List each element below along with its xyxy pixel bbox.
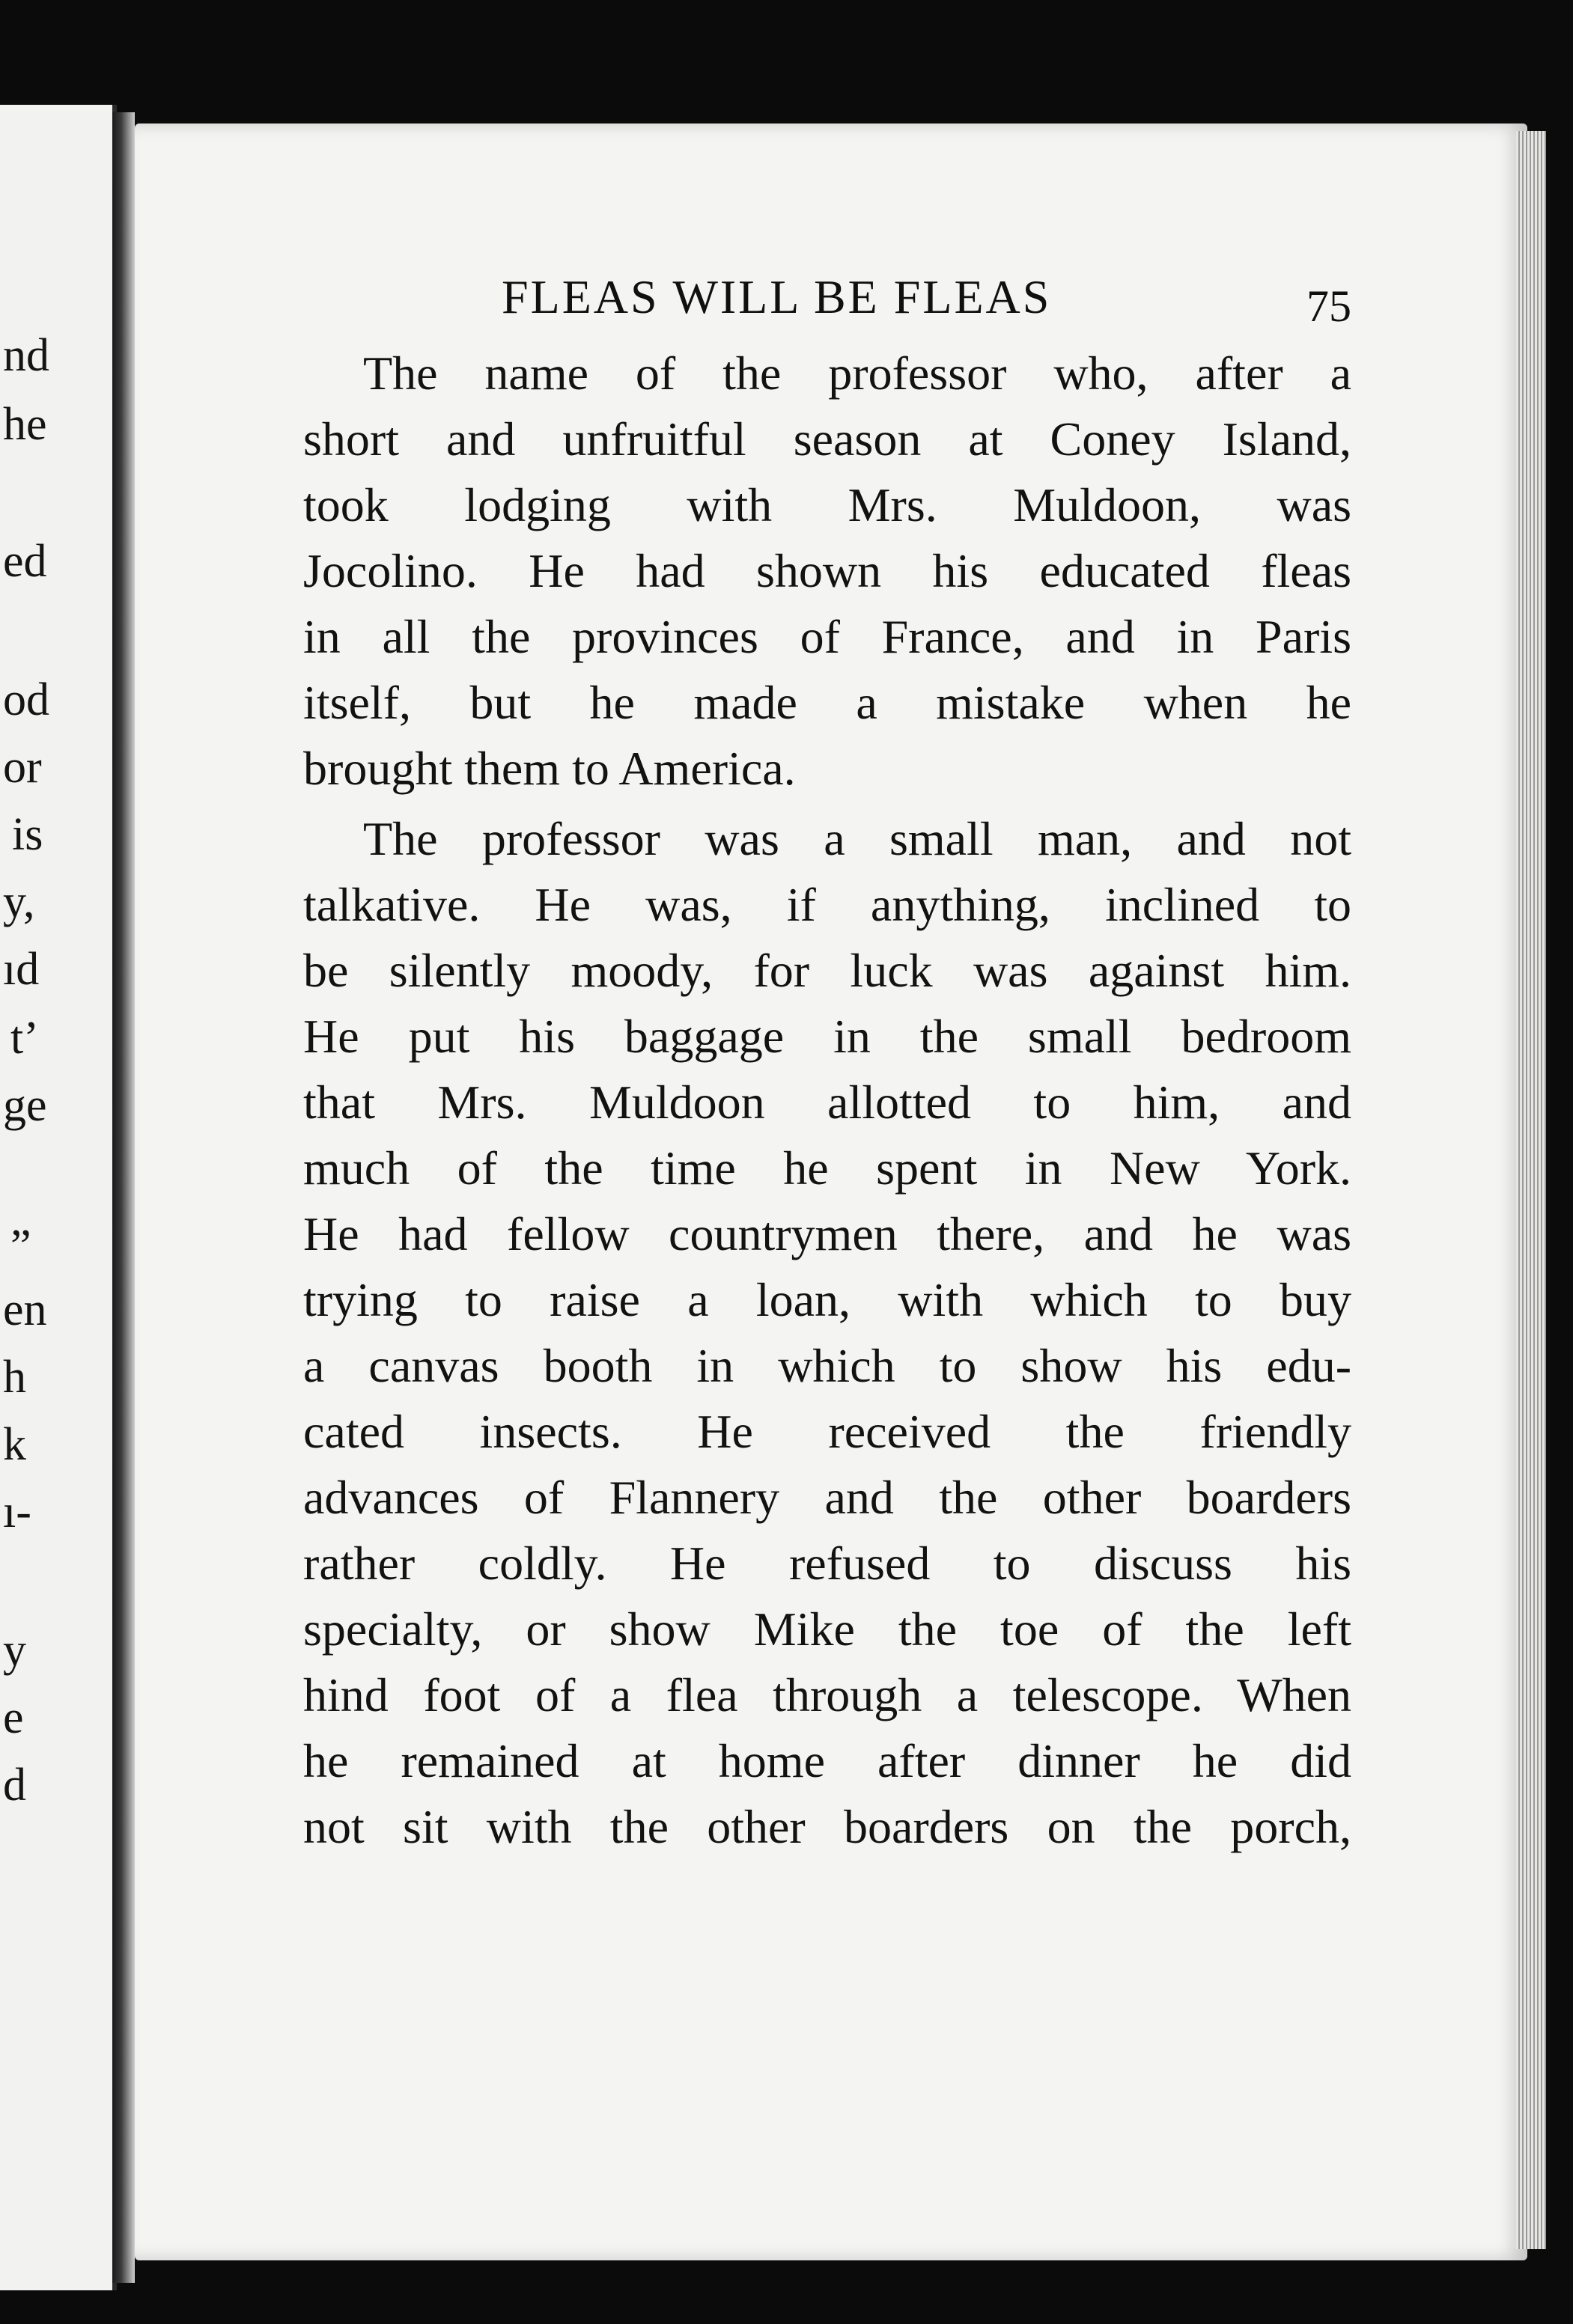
text-line: advances of Flannery and the other boarders [303,1471,1351,1524]
text-line: itself, but he made a mistake when he [303,676,1351,729]
book-gutter [112,112,135,2283]
left-page-fragment: or [3,742,42,793]
text-line: not sit with the other boarders on the porch, [303,1800,1351,1853]
left-page-fragment: nd [3,330,49,381]
page-number: 75 [1306,281,1351,331]
text-line: cated insects. He received the friendly [303,1405,1351,1458]
text-line: took lodging with Mrs. Muldoon, was [303,478,1351,531]
text-line: a canvas booth in which to show his edu- [303,1339,1351,1392]
body-text [303,341,1351,1860]
text-line: rather coldly. He refused to discuss his [303,1537,1351,1590]
left-page-fragment: ” [10,1221,31,1272]
text-line: be silently moody, for luck was against him. [303,944,1351,997]
left-facing-page [0,105,117,2290]
running-head: FLEAS WILL BE FLEAS [502,270,1052,323]
left-page-fragment: en [3,1284,47,1335]
text-line: much of the time he spent in New York. [303,1141,1351,1195]
left-page-fragment: ı- [3,1486,31,1537]
text-line: talkative. He was, if anything, inclined to [303,878,1351,931]
text-line: trying to raise a loan, with which to buy [303,1273,1351,1326]
left-page-fragment: y [3,1625,26,1676]
left-page-fragment: he [3,399,47,450]
text-line: He put his baggage in the small bedroom [303,1010,1351,1063]
left-page-fragment: ed [3,536,47,587]
text-line: specialty, or show Mike the toe of the left [303,1602,1351,1656]
left-page-fragment: y, [3,876,35,927]
left-page-fragment: is [12,809,43,860]
text-line: He had fellow countrymen there, and he was [303,1207,1351,1260]
text-line: brought them to America. [303,742,796,795]
left-page-fragment: od [3,674,49,725]
text-line: Jocolino. He had shown his educated fleas [303,544,1351,597]
text-line: he remained at home after dinner he did [303,1734,1351,1787]
text-line: The name of the professor who, after a [363,347,1351,400]
left-page-fragment: t’ [10,1013,39,1064]
left-page-fragment: ıd [3,944,40,995]
text-line: short and unfruitful season at Coney Island, [303,412,1351,466]
text-line: The professor was a small man, and not [363,812,1351,865]
left-page-fragment: d [3,1760,26,1811]
page-edges [1516,131,1546,2249]
text-line: hind foot of a flea through a telescope. When [303,1668,1351,1721]
text-line: in all the provinces of France, and in Paris [303,610,1351,663]
left-page-fragment: k [3,1419,26,1470]
left-page-fragment: h [3,1352,26,1403]
left-page-fragment: e [3,1692,24,1743]
left-page-fragment: ge [3,1080,47,1131]
text-line: that Mrs. Muldoon allotted to him, and [303,1076,1351,1129]
